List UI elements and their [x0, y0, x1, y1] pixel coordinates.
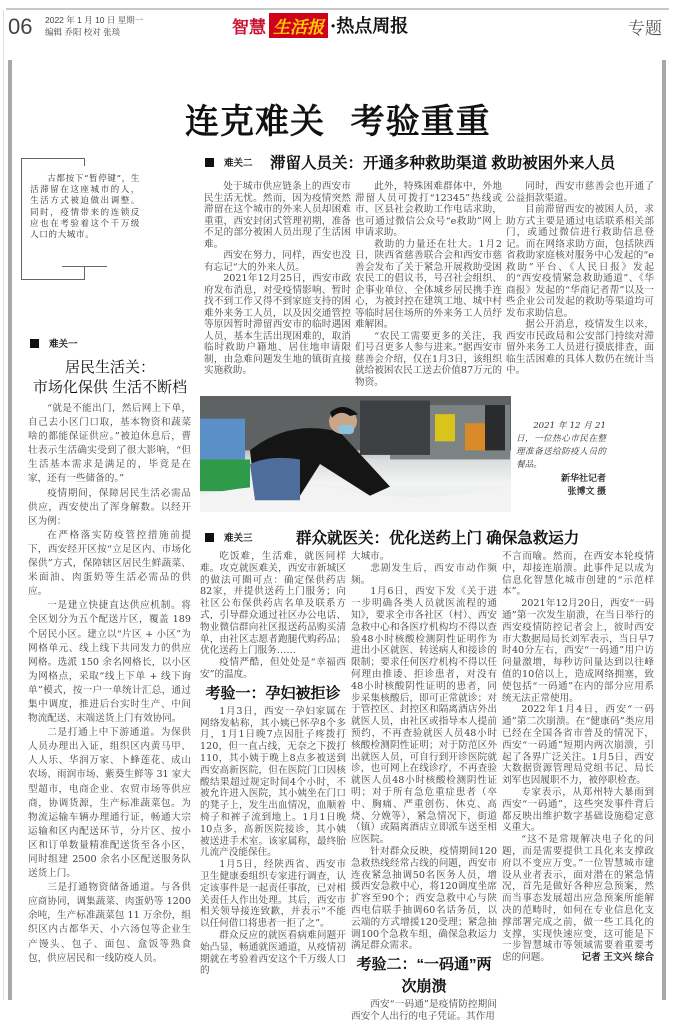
- section2-column: [355, 181, 502, 388]
- pullquote-frame: [62, 266, 107, 267]
- photo-illustration: [200, 396, 511, 512]
- paragraph: 悲剧发生后，西安市动作频频。: [351, 562, 497, 586]
- paragraph: 专家表示，从郑州特大暴雨到西安“一码通”，这些突发事件背后都反映出维护数字基础设施稳定意义重大。: [502, 786, 654, 834]
- pullquote-frame: [21, 279, 84, 280]
- byline: 记者 王文兴 综合: [581, 952, 654, 964]
- paragraph: 救助的力量还在壮大。1月2日，陕西省慈善联合会和西安市慈善会发布了关于紧急开展救助受困农民工的倡议书，号召社会组织、企事业单位、全体城乡居民携手连心，为被封控在建筑工地、城中村等临时居住场所的外来务工人员纾难解困。: [355, 238, 502, 330]
- paragraph: 二是打通上中下游通道。为保供人员办理出入证，组织区内黄马甲、人人乐、华润万家、卜蜂莲花、成山农场、雨润市场、紫葵生鲜等 31 家大型超市，电商企业、农贸市场等供应商，协调货源，生产标准蔬菜包。为物流运输车辆办理通行证，畅通大宗运输和区内配送环节，分片区、按小区和订单数量精准配送货至各小区，同时组建 2500 余名小区配送服务队送货上门。: [28, 727, 191, 880]
- logo-prefix: 智慧: [232, 17, 266, 37]
- issue-date: 2022 年 1 月 10 日 星期一: [45, 15, 144, 25]
- paragraph: 据公开消息，疫情发生以来，西安市民政局和公安部门持续对滞留外来务工人员进行摸底排查，面临生活困难的具体人数仍在统计当中。: [506, 319, 654, 376]
- section1-title-line: 市场化保供 生活不断档: [32, 379, 188, 396]
- pullquote-frame: [21, 158, 22, 280]
- paragraph: 在严格落实防疫管控措施前提下，西安经开区按“立足区内、市场化保供”方式，保障辖区居民生鲜蔬菜、米面油、肉蛋奶等生活必需品的供应。: [28, 529, 191, 598]
- left-border-bar: [8, 60, 12, 1000]
- page-frame-top: [6, 8, 669, 10]
- section3-column: [200, 551, 346, 977]
- paragraph: 针对群众反映，疫情期间120急救热线经常占线的问题，西安市连夜紧急抽调50名医务人员，增援西安急救中心，将120调度坐席扩容至90个；西安急救中心与陕西电信联手抽调60名话务员，以云端的方式增援120受理；紧急抽调100个急救车组，确保急救运力满足群众需求。: [351, 845, 497, 952]
- photo-credit-org: 新华社记者: [560, 473, 606, 483]
- section2-tag-label: 难关二: [224, 158, 253, 169]
- paragraph: 2022年1月4日，西安“一码通”第二次崩溃。在“健康码”类应用已经在全国各省市普及的情况下，西安“一码通”短期内两次崩溃，引起了各界广泛关注。1月5日，西安大数据资源管理局党组书记、局长刘军也因履职不力，被停职检查。: [502, 704, 654, 787]
- news-photo: [200, 396, 511, 512]
- pullquote-frame: [21, 158, 84, 159]
- photo-caption: [516, 420, 606, 498]
- paragraph: 吃饭难，生活难，就医同样难。攻克就医难关，西安市新城区的做法可圈可点：确定保供药店82家，并提供送药上门服务；向社区公布保供药店名单及联系方式，引导群众通过社区办公电话、物业微信群向社区报送药品购买清单，由社区志愿者跑腿代购药品；优化送药上门服务……: [200, 551, 346, 657]
- paragraph: 目前滞留西安的被困人员，求助方式主要是通过电话联系相关部门，或通过微信进行救助信息登记。而在网络求助方面，包括陕西省救助家庭核对服务中心发起的“e救助”平台、《人民日报》发起的“西安疫情紧急救助通道”、《华商报》发起的“华商记者帮”以及一些企业公司发起的救助等渠道均可发布求助信息。: [506, 204, 654, 319]
- pullquote: 古都按下“暂停键”，生活滞留在这座城市的人，生活方式被迫做出调整。同时，疫情带来的连锁反应也在考验着这个千万级人口的大城市。: [30, 174, 140, 241]
- paragraph: 2021年12月20日，西安“一码通”第一次发生崩溃，在当日举行的西安疫情防控记者会上，彼时西安市大数据局局长刘军表示，当日早7时40分左右，西安“一码通”用户访问量激增，每秒访问量达到以往峰值的10倍以上，造成网络拥塞，致使包括“一码通”在内的部分应用系统无法正常使用。: [502, 598, 654, 704]
- logo-suffix: ·热点周报: [330, 16, 409, 37]
- square-bullet-icon: [205, 158, 214, 167]
- page-number: 06: [8, 14, 33, 39]
- paragraph: 西安在努力，同样，西安也没有忘记“大的外来人员。: [204, 250, 351, 273]
- paragraph: “就是不能出门，然后网上下单，自己去小区门口取，基本物资和蔬菜啥的都能保证供应。”被迫休息后，曹壮表示生活确实受到了很大影响，“但生活基本需求是满足的，毕竟是在家，还有一些储备的。”: [28, 403, 191, 485]
- section3-tag-label: 难关三: [224, 533, 253, 544]
- paragraph: 2021年12月25日，西安市政府发布消息，对受疫情影响、暂时找不到工作又得不到家庭支持的困难外来务工人员，以及因交通管控等原因暂时滞留西安市的临时遇困人员，基本生活出现困难的，取消临时救助户籍地、居住地申请限制，由急难问题发生地的镇街直接实施救助。: [204, 273, 351, 376]
- logo-brand: 生活报: [269, 13, 328, 38]
- section1-title: [25, 358, 195, 398]
- paragraph: 1月6日，西安下发《关于进一步明确各类人员就医流程的通知》，要求全市各社区（村）、西安急救中心和各医疗机构均不得以查验48小时核酸检测阴性证明作为进出小区就医、转送病人和接诊的限制；要求任何医疗机构不得以任何理由推诿、拒诊患者，对没有48小时核酸阴性证明的患者，同步采集核酸后，即可正常就诊；对于管控区、封控区和隔离酒店外出就医人员，由社区或指导本人提前预约，不再查验就医人员48小时核酸检测阴性证明；对于防范区外出就医人员，可自行到开诊医院就诊，也可网上在线诊疗，不再查验就医人员48小时核酸检测阴性证明；对于所有急危重症患者（卒中、胸痛、严重创伤、休克、高烧、分娩等），紧急情况下，街道（镇）或隔离酒店立即派车送至相应医院。: [351, 586, 497, 846]
- newspaper-logo: [232, 12, 408, 38]
- section3-tag: [205, 530, 253, 544]
- section2-title: 滞留人员关：开通多种救助渠道 救助被困外来人员: [270, 155, 616, 172]
- paragraph: 疫情期间，保障居民生活必需品供应，西安使出了浑身解数。以经开区为例：: [28, 487, 191, 527]
- page-headline: 连克难关 考验重重: [185, 102, 491, 142]
- section2-column: [506, 181, 654, 377]
- section-label: 专题: [628, 19, 662, 38]
- pullquote-frame: [84, 266, 85, 280]
- paragraph: 处于城市供应链条上的西安市民生活无忧。然而，因为疫情突然滞留在这个城市的外来人员却困难重重，西安封闭式管理初期，准备不足的部分被困人员出现了生活困难。: [204, 181, 351, 250]
- subheading: 考验二：“一码通”两次崩溃: [356, 956, 492, 996]
- square-bullet-icon: [30, 339, 39, 348]
- section1-body: [28, 402, 191, 966]
- paragraph: 一是建立快捷直达供应机制。将全区划分为五个配送片区，覆盖 189 个居民小区。建立以“片区 + 小区”为网格单元、线上线下共同发力的供应网格。选派 150 余名网格长，以小区为网格点，采取“线上下单 + 线下询单”模式，按一户一单统计汇总，通过集中调度，推进后台实时生产、中间物流配送、末端送货上门有效协同。: [28, 600, 191, 725]
- caption-text: 2021 年 12 月 21 日，一位热心市民在整理准备送给防疫人员的餐品。: [516, 421, 606, 470]
- paragraph: 同时，西安市慈善会也开通了公益捐款渠道。: [506, 181, 654, 204]
- section3-column: [351, 551, 497, 1023]
- section1-tag: [30, 336, 78, 350]
- paragraph: 大城市。: [351, 551, 390, 562]
- section1-title-line: 居民生活关：: [64, 359, 155, 376]
- section3-title: 群众就医关：优化送药上门 确保急救运力: [296, 530, 580, 547]
- editors: 编辑 乔阳 校对 张琰: [45, 27, 121, 37]
- section1-tag-label: 难关一: [49, 339, 78, 350]
- paragraph: 不言而喻。然而，在西安本轮疫情中，却接连崩溃。此事件足以成为信息化智慧化城市创建的“示范样本”。: [502, 551, 654, 598]
- right-border-bar: [662, 60, 666, 1000]
- paragraph: 三是打通物资储备通道。与各供应商协同，调集蔬菜、肉蛋奶等 1200 余吨，生产标准蔬菜包 11 万余份，组织区内古都华天、小六汤包等企业生产馒头、包子、面包、盒饭等熟食包，供应居民和一线防疫人员。: [28, 882, 191, 964]
- issue-meta: [45, 14, 143, 38]
- paragraph: “农民工需要更多的关注，我们号召更多人参与进来。”据西安市慈善会介绍，仅在1月3日，该组织就给被困农民工送去价值87万元的物资。: [355, 330, 502, 388]
- square-bullet-icon: [205, 533, 214, 542]
- paragraph: “这不是常规解决电子化的问题，而是需要提供工具化来支撑政府以不变应万变。”一位智慧城市建设从业者表示，面对潜在的紧急情况，首先是做好各种应急预案，然而当事态发展超出应急预案所能解决的范畴时，如何在专业信息化支撑部署完成之前，做一些工具化的支撑，实现快速应变，这可能是下一步智慧城市等领域需要着重要考虑的问题。 记者 王文兴 综合: [502, 834, 654, 964]
- paragraph: 西安“一码通”是疫情防控期间西安个人出行的电子凭证。其作用: [351, 999, 497, 1022]
- page-edge-line: [3, 10, 4, 1000]
- subheading: 考验一：孕妇被拒诊: [205, 684, 341, 702]
- section2-column: [204, 181, 351, 377]
- paragraph: 1月5日，经陕西省、西安市卫生健康委组织专家进行调查，认定该事件是一起责任事故，已对相关责任人作出处理。其后，西安市相关领导接连致歉，并表示“不能以任何借口将患者一拒了之”。: [200, 859, 346, 930]
- paragraph: 1月3日，西安一孕妇家属在网络发帖称，其小姨已怀孕8个多月，1月1日晚7点因肚子疼拨打120，但一直占线，无奈之下拨打110，其小姨于晚上8点多被送到西安高新医院，但在医院门口因核酸结果超过规定时间4个小时，不被允许进入医院，其小姨坐在门口的凳子上，发生出血情况，血顺着椅子和裤子流到地上。1月1日晚10点多，高新医院接诊，其小姨被送进手术室。该家属称，最终胎儿流产没能保住。: [200, 705, 346, 859]
- paragraph: 疫情严酷，但处处是“幸福西安”的温度。: [200, 657, 346, 680]
- photo-credit-name: 张博文 摄: [567, 486, 606, 496]
- pullquote-frame: [84, 158, 85, 166]
- paragraph: 群众反应的就医看病难问题开始凸显，畅通就医通道，从疫情初期就在考验着西安这个千万级人口的: [200, 929, 346, 977]
- paragraph: 此外，特殊困难群体中，外地滞留人员可拨打“12345”热线或市、区县社会救助工作电话求助，也可通过微信公众号“e救助”网上申请求助。: [355, 181, 502, 238]
- section3-column: [502, 551, 654, 964]
- section2-tag: [205, 155, 253, 169]
